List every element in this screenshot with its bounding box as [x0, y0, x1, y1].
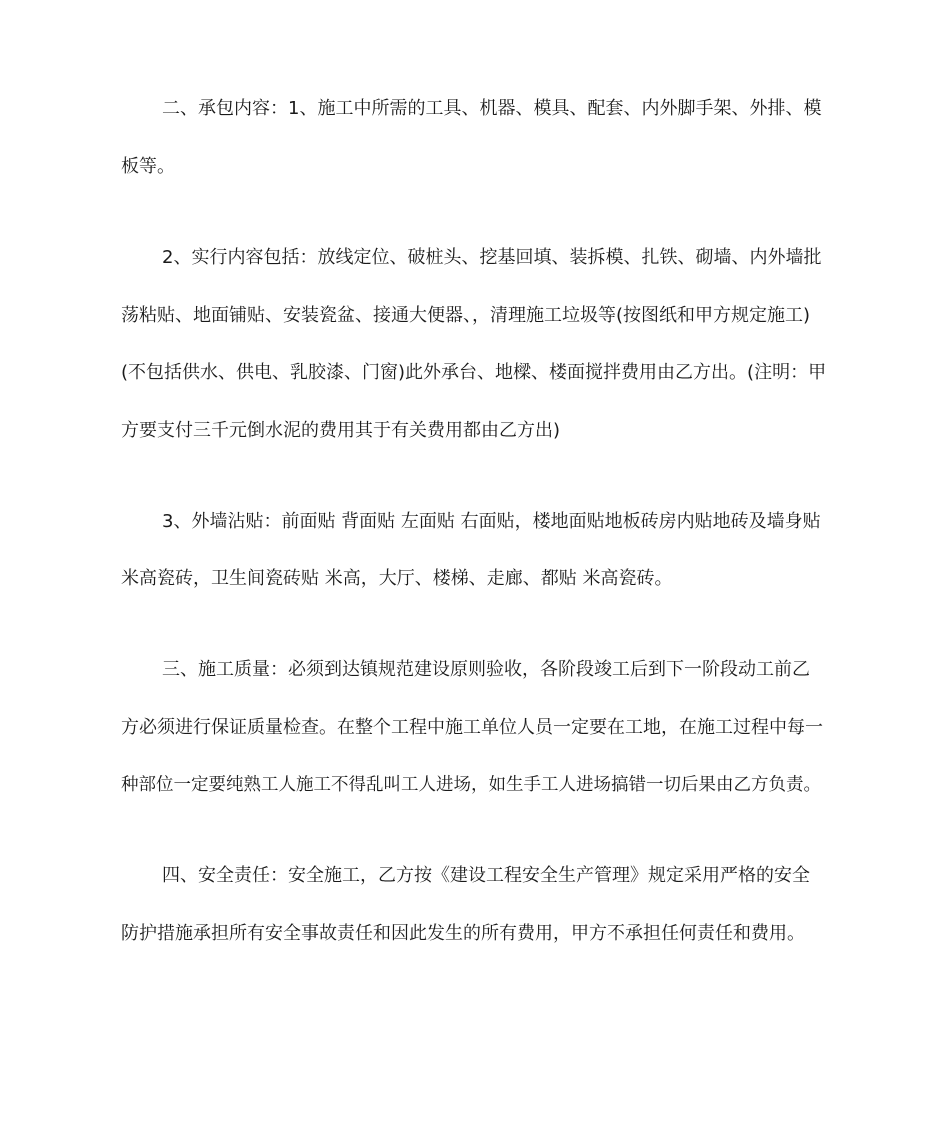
paragraph-4-line-2: 方必须进行保证质量检查。在整个工程中施工单位人员一定要在工地，在施工过程中每一	[121, 717, 823, 738]
paragraph-4-line-1: 三、施工质量：必须到达镇规范建设原则验收，各阶段竣工后到下一阶段动工前乙	[162, 659, 810, 680]
paragraph-3-line-2: 米高瓷砖，卫生间瓷砖贴 米高，大厅、楼梯、走廊、都贴 米高瓷砖。	[121, 568, 673, 589]
paragraph-3-line-1: 3、外墙沾贴：前面贴 背面贴 左面贴 右面贴，楼地面贴地板砖房内贴地砖及墙身贴	[162, 511, 821, 532]
paragraph-2-line-4: 方要支付三千元倒水泥的费用其于有关费用都由乙方出)	[121, 420, 561, 441]
paragraph-4-line-3: 种部位一定要纯熟工人施工不得乱叫工人进场，如生手工人进场搞错一切后果由乙方负责。	[121, 775, 821, 795]
paragraph-2-line-3: (不包括供水、供电、乳胶漆、门窗)此外承台、地樑、楼面搅拌费用由乙方出。(注明：甲	[121, 362, 827, 383]
paragraph-5-line-1: 四、安全责任：安全施工，乙方按《建设工程安全生产管理》规定采用严格的安全	[162, 865, 810, 886]
paragraph-2-line-1: 2、实行内容包括：放线定位、破桩头、挖基回填、装拆模、扎铁、砌墙、内外墙批	[162, 247, 822, 268]
paragraph-2-line-2: 荡粘贴、地面铺贴、安装瓷盆、接通大便器、，清理施工垃圾等(按图纸和甲方规定施工)	[121, 305, 811, 326]
paragraph-5-line-2: 防护措施承担所有安全事故责任和因此发生的所有费用，甲方不承担任何责任和费用。	[121, 923, 805, 944]
paragraph-1-line-1: 二、承包内容：1、施工中所需的工具、机器、模具、配套、内外脚手架、外排、模	[162, 98, 822, 119]
paragraph-1-line-2: 板等。	[121, 156, 175, 177]
